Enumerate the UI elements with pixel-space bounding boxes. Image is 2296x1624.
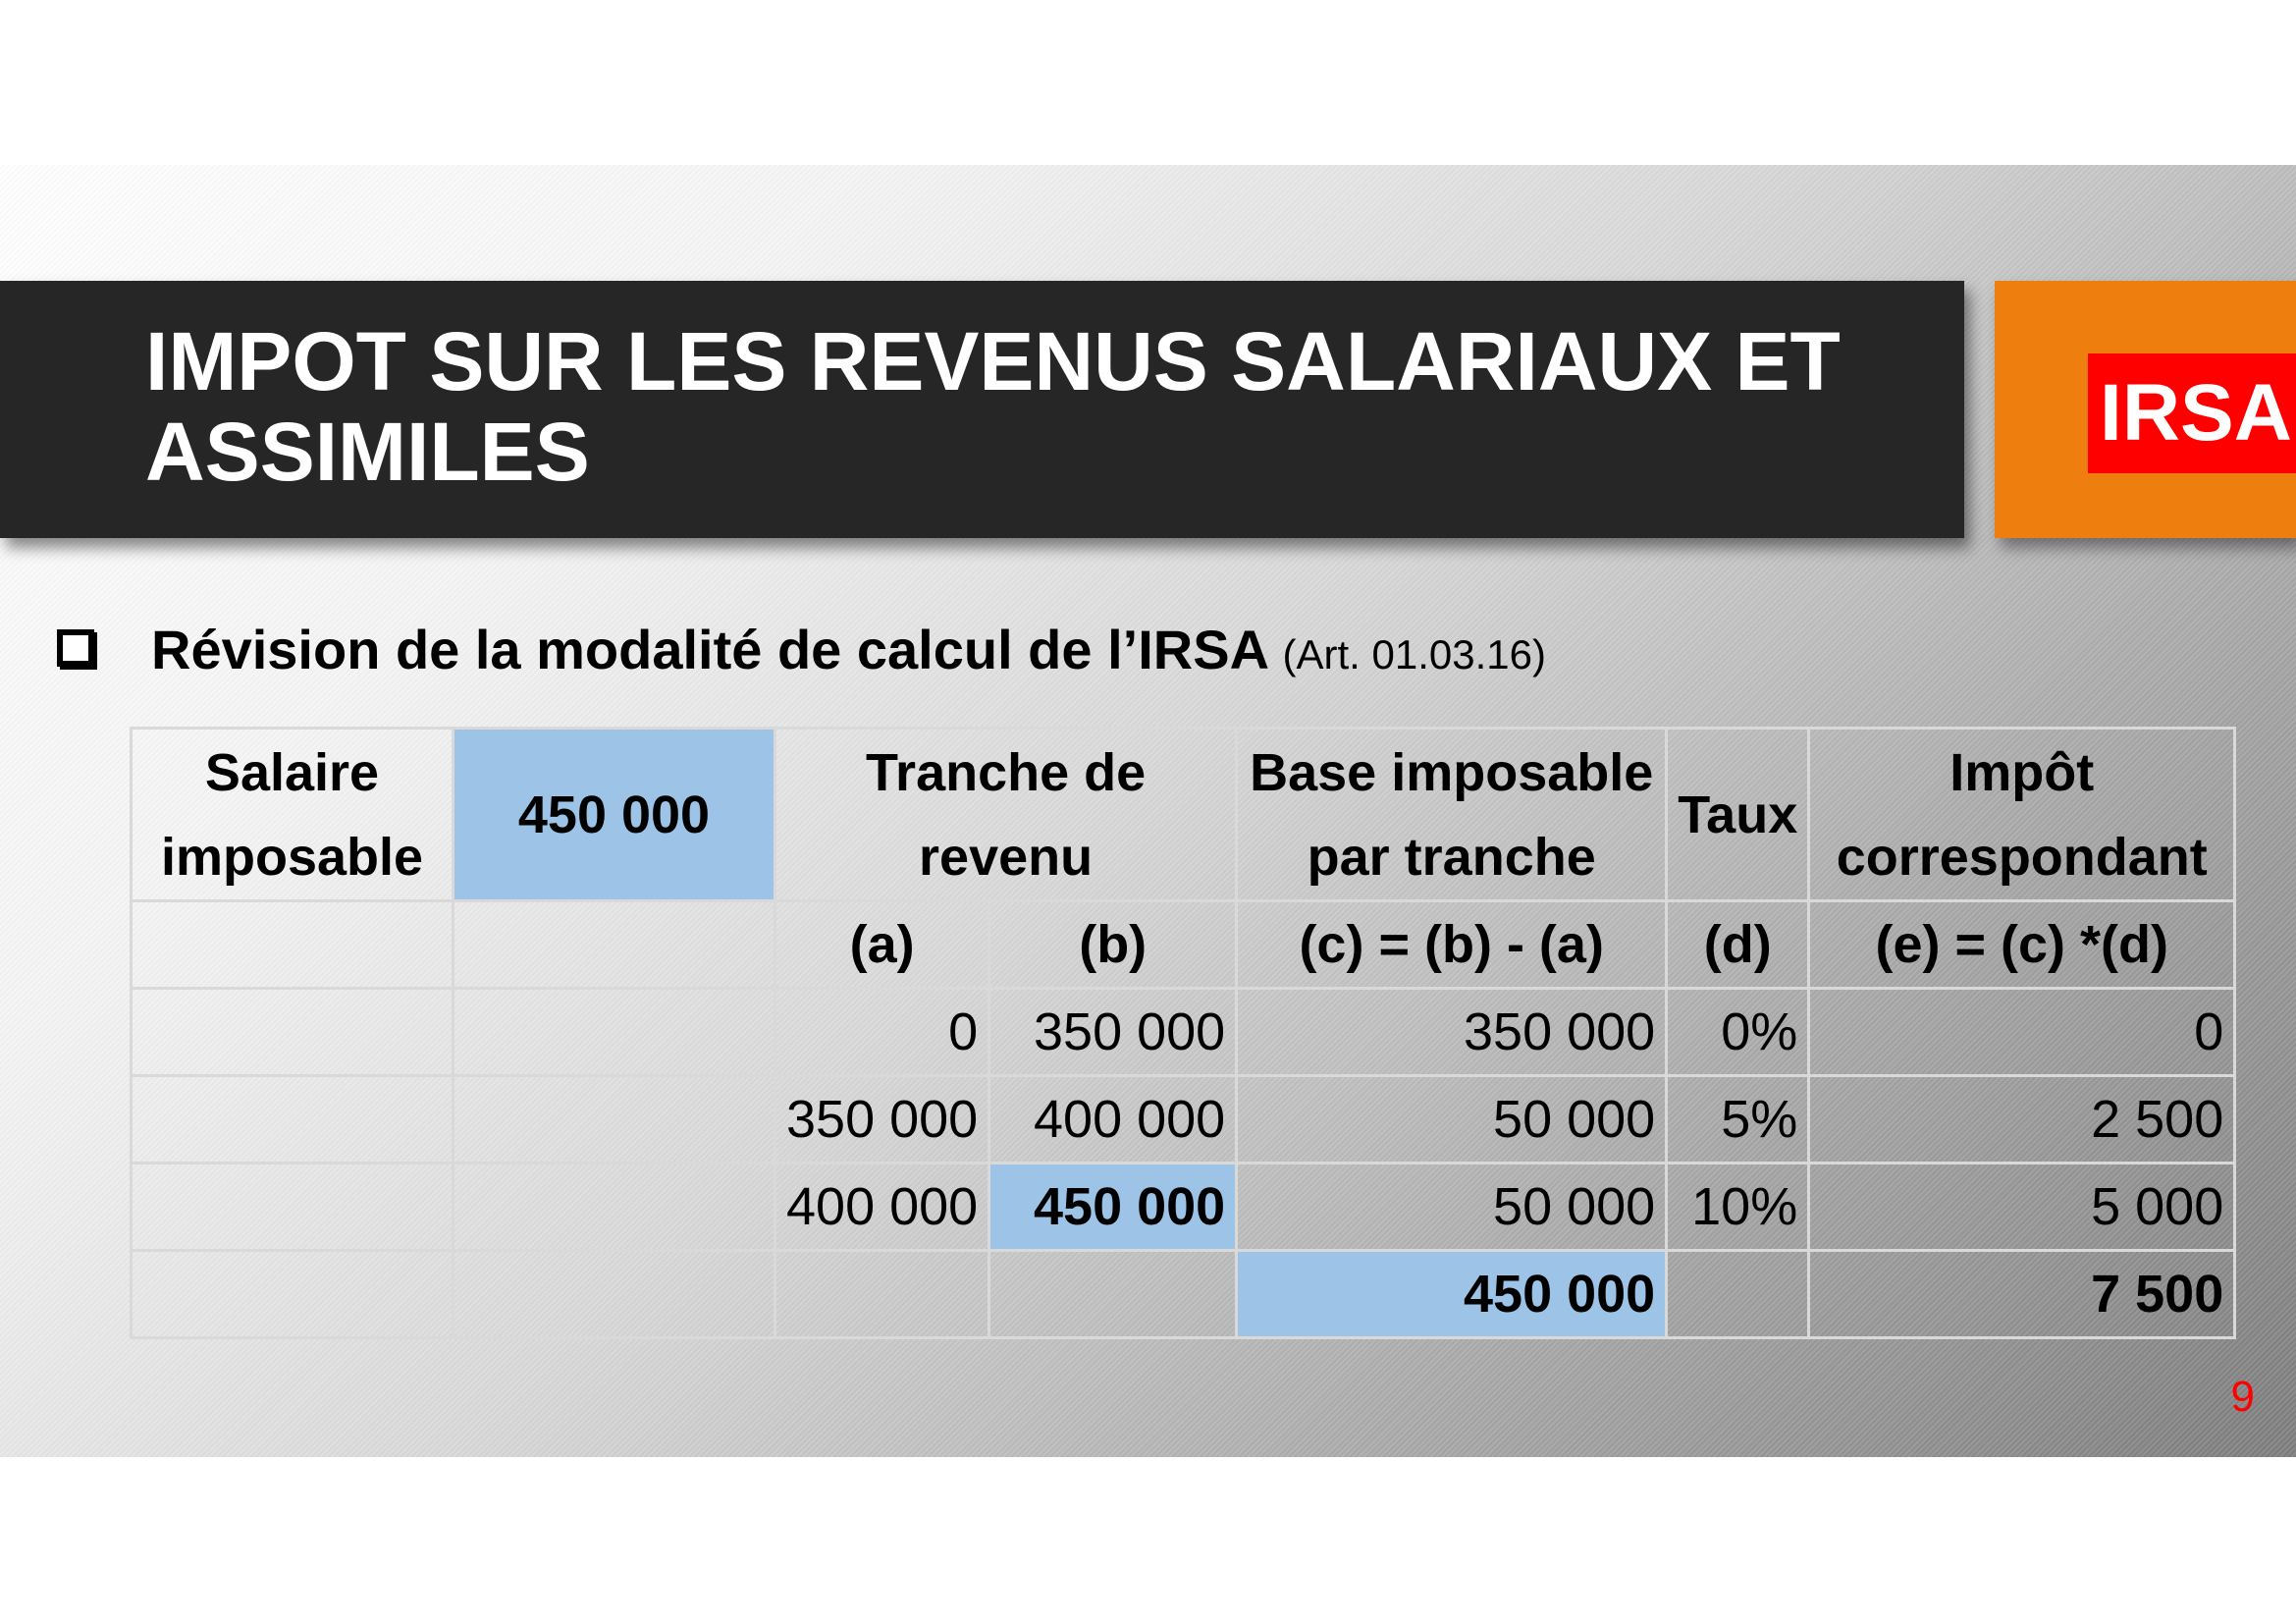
title-bar bbox=[0, 281, 1964, 538]
tranche-to-cell: 400 000 bbox=[989, 1076, 1237, 1164]
article-reference: (Art. 01.03.16) bbox=[1282, 631, 1546, 677]
sub-e-cell: (e) = (c) *(d) bbox=[1809, 901, 2235, 989]
salary-label-cell: Salaire imposable bbox=[132, 729, 454, 901]
taux-cell: 5% bbox=[1667, 1076, 1809, 1164]
table-row bbox=[132, 989, 2235, 1076]
empty-cell bbox=[454, 989, 775, 1076]
tranche-to-cell: 350 000 bbox=[989, 989, 1237, 1076]
empty-cell bbox=[454, 1076, 775, 1164]
sub-b-cell: (b) bbox=[989, 901, 1237, 989]
tranche-header: Tranche de revenu bbox=[775, 729, 1237, 901]
empty-cell bbox=[989, 1251, 1237, 1338]
table-subheader-row bbox=[132, 901, 2235, 989]
base-cell: 50 000 bbox=[1237, 1076, 1667, 1164]
total-impot-cell: 7 500 bbox=[1809, 1251, 2235, 1338]
tranche-from-cell: 0 bbox=[775, 989, 989, 1076]
table-header-row bbox=[132, 729, 2235, 901]
empty-cell bbox=[454, 1164, 775, 1251]
checkbox-bullet-icon bbox=[57, 629, 94, 667]
impot-cell: 5 000 bbox=[1809, 1164, 2235, 1251]
empty-cell bbox=[132, 901, 454, 989]
section-heading bbox=[151, 613, 1546, 692]
table-row bbox=[132, 1164, 2235, 1251]
section-heading-text: Révision de la modalité de calcul de l’IRSA bbox=[151, 619, 1267, 680]
table-total-row bbox=[132, 1251, 2235, 1338]
impot-header: Impôt correspondant bbox=[1809, 729, 2235, 901]
irsa-calculation-table bbox=[130, 727, 2236, 1339]
taux-cell: 0% bbox=[1667, 989, 1809, 1076]
salary-value-cell: 450 000 bbox=[454, 729, 775, 901]
tranche-from-cell: 350 000 bbox=[775, 1076, 989, 1164]
irsa-badge: IRSA bbox=[2088, 353, 2296, 473]
taux-cell: 10% bbox=[1667, 1164, 1809, 1251]
empty-cell bbox=[132, 1164, 454, 1251]
impot-cell: 2 500 bbox=[1809, 1076, 2235, 1164]
sub-d-cell: (d) bbox=[1667, 901, 1809, 989]
base-cell: 50 000 bbox=[1237, 1164, 1667, 1251]
title-line-2: ASSIMILES bbox=[145, 406, 590, 498]
empty-cell bbox=[454, 901, 775, 989]
tranche-to-cell-highlight: 450 000 bbox=[989, 1164, 1237, 1251]
base-header: Base imposable par tranche bbox=[1237, 729, 1667, 901]
empty-cell bbox=[132, 1251, 454, 1338]
tranche-from-cell: 400 000 bbox=[775, 1164, 989, 1251]
sub-a-cell: (a) bbox=[775, 901, 989, 989]
slide bbox=[0, 165, 2296, 1457]
empty-cell bbox=[132, 989, 454, 1076]
total-base-cell: 450 000 bbox=[1237, 1251, 1667, 1338]
empty-cell bbox=[1667, 1251, 1809, 1338]
table-row bbox=[132, 1076, 2235, 1164]
sub-c-cell: (c) = (b) - (a) bbox=[1237, 901, 1667, 989]
taux-header: Taux bbox=[1667, 729, 1809, 901]
badge-box bbox=[1995, 281, 2296, 538]
empty-cell bbox=[775, 1251, 989, 1338]
empty-cell bbox=[454, 1251, 775, 1338]
base-cell: 350 000 bbox=[1237, 989, 1667, 1076]
title-line-1: IMPOT SUR LES REVENUS SALARIAUX ET bbox=[145, 315, 1841, 407]
page-number: 9 bbox=[2230, 1373, 2255, 1421]
slide-title bbox=[145, 316, 1932, 497]
impot-cell: 0 bbox=[1809, 989, 2235, 1076]
empty-cell bbox=[132, 1076, 454, 1164]
